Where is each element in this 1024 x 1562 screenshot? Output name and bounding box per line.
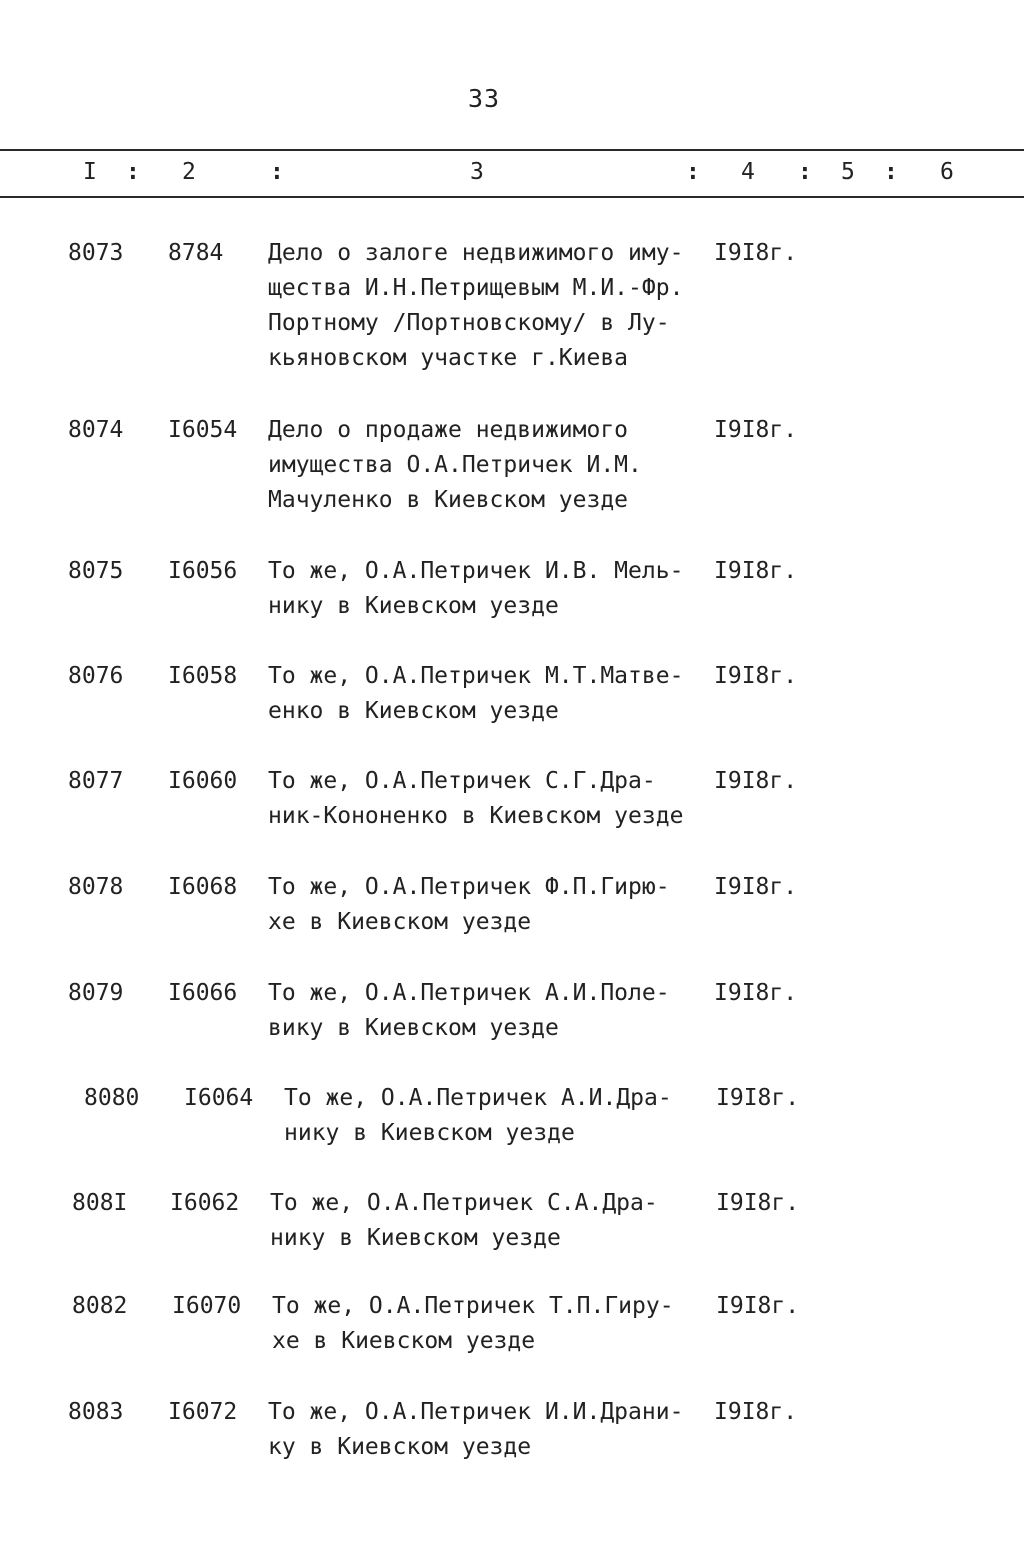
entry-number: 8083 [68,1399,124,1425]
entry-file-id: I6066 [168,980,238,1006]
entry-file-id: I6062 [170,1190,240,1216]
description-line: нику в Киевском уезде [268,593,559,619]
entry-description [284,1081,724,1151]
description-line: Портному /Портновскому/ в Лу- [268,310,670,336]
description-line: Дело о продаже недвижимого [268,417,629,443]
description-line: имущества О.А.Петричек И.М. [268,452,642,478]
entry-file-id: I6072 [168,1399,238,1425]
description-line: енко в Киевском уезде [268,698,559,724]
description-line: хе в Киевском уезде [272,1328,536,1354]
entry-year: I9I8г. [716,1085,800,1111]
entry-number: 8073 [68,240,124,266]
header-separator: : [798,159,812,185]
header-separator: : [884,159,898,185]
header-col-3: 3 [470,159,484,185]
entry-year: I9I8г. [714,558,798,584]
entry-description [268,413,708,518]
description-line: Дело о залоге недвижимого иму- [268,240,684,266]
entry-number: 808I [72,1190,128,1216]
entry-description [268,554,708,624]
description-line: ник-Кононенко в Киевском уезде [268,803,684,829]
header-col-4: 4 [741,159,755,185]
description-line: То же, О.А.Петричек Т.П.Гиру- [272,1293,674,1319]
entry-number: 8078 [68,874,124,900]
entry-year: I9I8г. [714,663,798,689]
entry-number: 8080 [84,1085,140,1111]
entry-number: 8074 [68,417,124,443]
header-col-2: 2 [182,159,196,185]
description-line: То же, О.А.Петричек А.И.Поле- [268,980,670,1006]
entry-file-id: I6056 [168,558,238,584]
entry-number: 8075 [68,558,124,584]
entry-year: I9I8г. [714,874,798,900]
entry-description [268,659,708,729]
header-separator: : [686,159,700,185]
description-line: Мачуленко в Киевском уезде [268,487,629,513]
entry-year: I9I8г. [714,417,798,443]
description-line: То же, О.А.Петричек С.Г.Дра- [268,768,656,794]
entry-number: 8079 [68,980,124,1006]
description-line: То же, О.А.Петричек Ф.П.Гирю- [268,874,670,900]
description-line: кьяновском участке г.Киева [268,345,629,371]
description-line: вику в Киевском уезде [268,1015,559,1041]
description-line: То же, О.А.Петричек С.А.Дра- [270,1190,658,1216]
entry-description [272,1289,712,1359]
description-line: нику в Киевском уезде [270,1225,561,1251]
entry-description [268,236,708,376]
description-line: нику в Киевском уезде [284,1120,575,1146]
entry-number: 8082 [72,1293,128,1319]
entry-year: I9I8г. [716,1293,800,1319]
description-line: То же, О.А.Петричек М.Т.Матве- [268,663,684,689]
entry-year: I9I8г. [714,1399,798,1425]
description-line: То же, О.А.Петричек А.И.Дра- [284,1085,672,1111]
description-line: ку в Киевском уезде [268,1434,532,1460]
entry-file-id: 8784 [168,240,224,266]
entry-description [268,1395,708,1465]
header-separator: : [126,159,140,185]
description-line: То же, О.А.Петричек И.В. Мель- [268,558,684,584]
entry-description [268,976,708,1046]
entry-file-id: I6054 [168,417,238,443]
page-number: 33 [467,84,501,113]
description-line: щества И.Н.Петрищевым М.И.-Фр. [268,275,684,301]
entry-number: 8076 [68,663,124,689]
entry-year: I9I8г. [714,980,798,1006]
entry-file-id: I6064 [184,1085,254,1111]
entry-file-id: I6068 [168,874,238,900]
entry-year: I9I8г. [714,240,798,266]
header-col-1: I [83,159,97,185]
entry-file-id: I6060 [168,768,238,794]
header-top-rule [0,149,1024,151]
description-line: хе в Киевском уезде [268,909,532,935]
entry-description [268,870,708,940]
entry-year: I9I8г. [716,1190,800,1216]
entry-description [270,1186,710,1256]
entry-file-id: I6058 [168,663,238,689]
entry-description [268,764,708,834]
header-col-5: 5 [841,159,855,185]
entry-file-id: I6070 [172,1293,242,1319]
entry-number: 8077 [68,768,124,794]
header-col-6: 6 [940,159,954,185]
header-bottom-rule [0,196,1024,198]
entry-year: I9I8г. [714,768,798,794]
description-line: То же, О.А.Петричек И.И.Драни- [268,1399,684,1425]
header-separator: : [270,159,284,185]
